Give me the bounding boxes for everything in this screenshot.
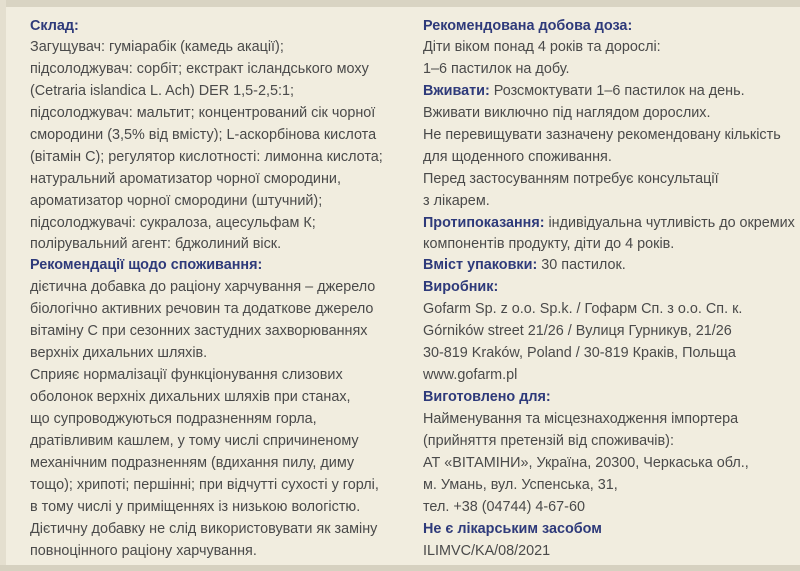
top-edge-strip: [0, 0, 800, 7]
composition-line: (Cetraria islandica L. Ach) DER 1,5-2,5:1;: [30, 83, 294, 99]
use-line: Перед застосуванням потребує консультації: [423, 171, 719, 187]
dose-line: 1–6 пастилок на добу.: [423, 61, 570, 77]
recommendations-line: Сприяє нормалізації функціонування слизових: [30, 367, 343, 383]
contraindications-line: компонентів продукту, діти до 4 років.: [423, 236, 675, 252]
recommendations-line: Дієтичну добавку не слід використовувати як заміну: [30, 521, 378, 537]
recommendations-line: біологічно активних речовин та додаткове джерело: [30, 301, 374, 317]
manufacturer-line: Górników street 21/26 / Вулиця Гурникув, 21/26: [423, 323, 732, 339]
composition-line: полірувальний агент: бджолиний віск.: [30, 236, 282, 252]
bottom-edge-strip: [0, 565, 800, 571]
use-paragraph: [423, 82, 745, 100]
made-for-line: (прийняття претензій від споживачів):: [423, 433, 674, 449]
use-line: Не перевищувати зазначену рекомендовану кількість: [423, 127, 781, 143]
manufacturer-title: Виробник:: [423, 279, 499, 295]
package-title: Вміст упаковки:: [423, 257, 538, 273]
use-text: Розсмоктувати 1–6 пастилок на день.: [489, 83, 745, 99]
recommendations-line: оболонок верхніх дихальних шляхів при станах,: [30, 389, 351, 405]
use-line: з лікарем.: [423, 193, 490, 209]
composition-title: Склад:: [30, 18, 79, 34]
composition-line: натуральний ароматизатор чорної смородини,: [30, 171, 341, 187]
package-contents: [423, 256, 626, 274]
made-for-title: Виготовлено для:: [423, 389, 551, 405]
recommendations-line: повноцінного раціону харчування.: [30, 543, 257, 559]
recommendations-line: дієтична добавка до раціону харчування – джерело: [30, 279, 376, 295]
made-for-line: м. Умань, вул. Успенська, 31,: [423, 477, 618, 493]
recommendations-line: дратівливим кашлем, у тому числі спричиненому: [30, 433, 359, 449]
composition-line: ароматизатор чорної смородини (штучний);: [30, 193, 323, 209]
use-line: Вживати виключно під наглядом дорослих.: [423, 105, 711, 121]
recommendations-line: тощо); хрипоті; першінні; при відчутті сухості у горлі,: [30, 477, 379, 493]
recommendations-line: що супроводжуються подразненням горла,: [30, 411, 317, 427]
made-for-line: Найменування та місцезнаходження імпортера: [423, 411, 739, 427]
not-medicine-notice: Не є лікарським засобом: [423, 521, 602, 537]
contraindications-text: індивідуальна чутливість до окремих: [544, 215, 795, 231]
recommendations-line: верхніх дихальних шляхів.: [30, 345, 208, 361]
left-edge-strip: [0, 0, 6, 571]
made-for-line: АТ «ВІТАМІНИ», Україна, 20300, Черкаська обл.,: [423, 455, 749, 471]
dose-title: Рекомендована добова доза:: [423, 18, 633, 34]
composition-line: смородини (3,5% від вмісту); L-аскорбінова кислота: [30, 127, 377, 143]
composition-line: (вітамін С); регулятор кислотності: лимонна кислота;: [30, 149, 383, 165]
manufacturer-website: www.gofarm.pl: [423, 367, 518, 383]
manufacturer-line: Gofarm Sp. z o.o. Sp.k. / Гофарм Сп. з о.о. Сп. к.: [423, 301, 743, 317]
recommendations-line: вітаміну С при сезонних застудних захворюваннях: [30, 323, 368, 339]
recommendations-line: в тому числі у приміщеннях із низькою вологістю.: [30, 499, 361, 515]
contraindications-paragraph: [423, 214, 795, 232]
use-title: Вживати:: [423, 83, 490, 99]
made-for-phone: тел. +38 (04744) 4-67-60: [423, 499, 585, 515]
composition-line: підсолоджувачі: сукралоза, ацесульфам К;: [30, 215, 316, 231]
dose-line: Діти віком понад 4 років та дорослі:: [423, 39, 661, 55]
contraindications-title: Протипоказання:: [423, 215, 545, 231]
composition-line: підсолоджувач: сорбіт; екстракт ісландського моху: [30, 61, 369, 77]
recommendations-line: механічним подразненням (вдихання пилу, диму: [30, 455, 355, 471]
composition-line: Загущувач: гуміарабік (камедь акації);: [30, 39, 284, 55]
use-line: для щоденного споживання.: [423, 149, 612, 165]
package-text: 30 пастилок.: [537, 257, 626, 273]
manufacturer-line: 30-819 Kraków, Poland / 30-819 Краків, Польща: [423, 345, 736, 361]
registration-code: ILIMVC/KA/08/2021: [423, 543, 551, 559]
recommendations-title: Рекомендації щодо споживання:: [30, 257, 263, 273]
composition-line: підсолоджувач: мальтит; концентрований сік чорної: [30, 105, 376, 121]
